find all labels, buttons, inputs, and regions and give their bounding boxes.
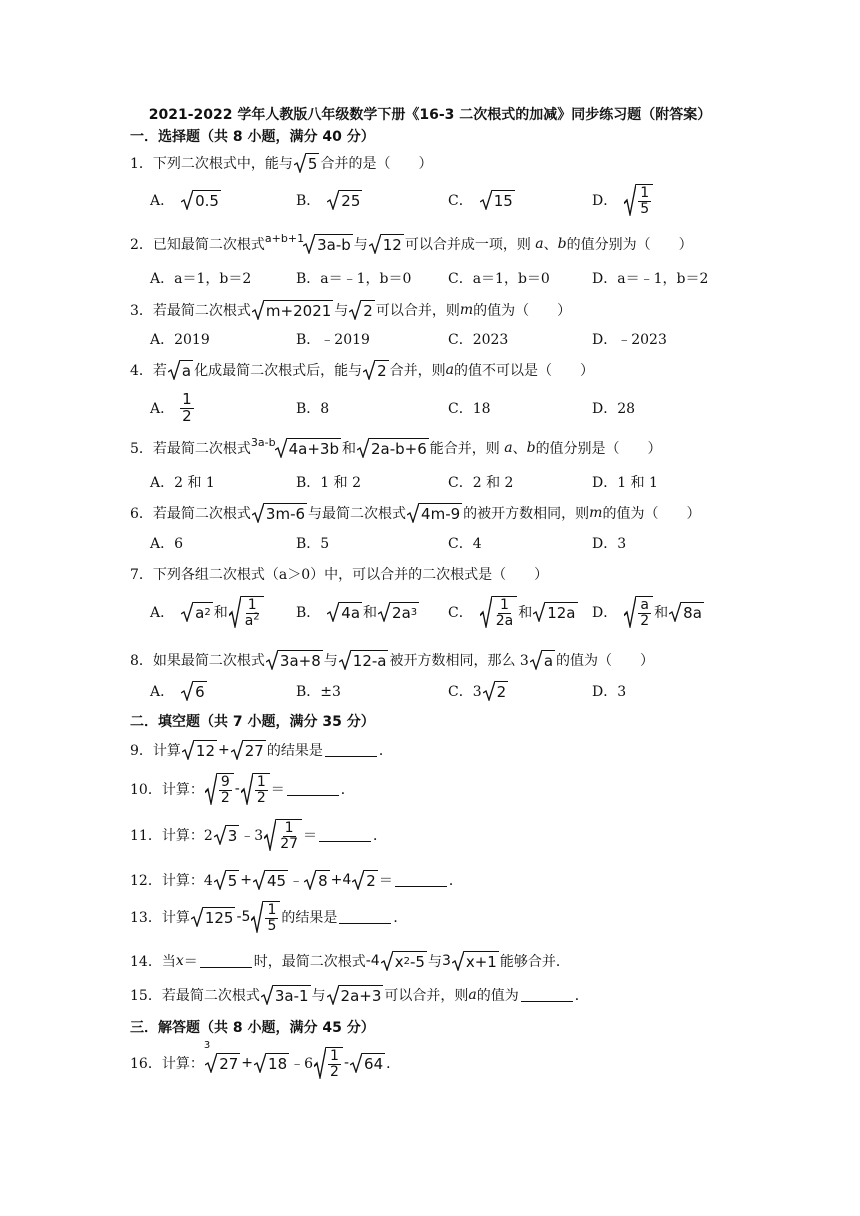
option-d: D． $\frac{1}{5}$ <box>592 178 654 222</box>
radical: 5 <box>294 153 320 173</box>
option-a: A． $\frac{1}{2}$ <box>150 389 192 425</box>
option-b: B．8 <box>296 401 330 417</box>
question-6: 6．若最简二次根式 3m-6 与最简二次根式 4m-9 的被开方数相同，则 m 的值为（ ） <box>130 505 701 523</box>
option-c: C．2 和 2 <box>448 475 514 491</box>
option-b: B．a＝﹣1，b＝0 <box>296 271 412 287</box>
option-b: B．﹣2019 <box>296 332 370 348</box>
question-12: 12．计算：4 5 + 45 ﹣ 8 +4 2 ＝ ． <box>130 872 463 890</box>
option-d: D． $\frac{a}{2}$ 和 8a <box>592 596 702 629</box>
answer-blank[interactable] <box>287 783 339 796</box>
option-b: B．5 <box>296 536 330 552</box>
options-3 <box>150 322 720 356</box>
option-d: D．28 <box>592 401 636 417</box>
answer-blank[interactable] <box>325 744 377 757</box>
option-c: C．4 <box>448 536 482 552</box>
question-8: 8．如果最简二次根式 3a+8 与 12-a 被开方数相同，那么 3 a 的值为（ ） <box>130 652 655 670</box>
question-10: 10．计算： $\frac{9}{2}$ - $\frac{1}{2}$ ＝ ． <box>130 773 355 806</box>
options-6 <box>150 526 720 560</box>
options-8 <box>150 676 720 706</box>
option-b: B． 4a 和 2a 3 <box>296 604 418 622</box>
question-3: 3．若最简二次根式 m+2021 与 2 可以合并，则 m 的值为（ ） <box>130 302 572 320</box>
option-c: C． 15 <box>448 192 513 210</box>
option-d: D．a＝﹣1，b＝2 <box>592 271 709 287</box>
question-7: 7．下列各组二次根式（a＞0）中，可以合并的二次根式是（ ） <box>130 567 549 583</box>
question-4: 4．若 a 化成最简二次根式后，能与 2 合并，则 a 的值不可以是（ ） <box>130 362 595 380</box>
question-text: 1．下列二次根式中，能与 <box>130 156 293 172</box>
answer-blank[interactable] <box>339 911 391 924</box>
option-a: A． a 2 和 $\frac{1}{a^2}$ <box>150 588 265 636</box>
option-c: C． $\frac{1}{2a}$ 和 12a <box>448 596 576 629</box>
option-a: A． 0.5 <box>150 192 219 210</box>
answer-blank[interactable] <box>319 829 371 842</box>
options-5 <box>150 464 720 500</box>
option-b: B．1 和 2 <box>296 475 362 491</box>
option-d: D．1 和 1 <box>592 475 658 491</box>
question-11: 11．计算：2 3 ﹣3 $\frac{1}{27}$ ＝ ． <box>130 819 388 852</box>
question-1 <box>130 152 432 174</box>
document-title: 2021-2022 学年人教版八年级数学下册《16-3 二次根式的加减》同步练习题（附答案） <box>148 107 712 123</box>
option-c: C．a＝1，b＝0 <box>448 271 550 287</box>
question-14: 14．当 x ＝ 时，最简二次根式 -4 x 2 -5 与 3 x+1 能够合并． <box>130 953 570 971</box>
option-c: C．3 2 <box>448 683 507 701</box>
question-16: 16．计算： 3 27 + 18 ﹣6 $\frac{1}{2}$ - 64 ． <box>130 1040 401 1080</box>
question-9: 9．计算 12 + 27 的结果是 ． <box>130 742 393 760</box>
question-15: 15．若最简二次根式 3a-1 与 2a+3 可以合并，则 a 的值为 ． <box>130 987 589 1005</box>
option-c: C．18 <box>448 401 491 417</box>
option-a: A．a＝1，b＝2 <box>150 271 252 287</box>
options-1 <box>150 178 720 222</box>
answer-blank[interactable] <box>395 874 447 887</box>
section-heading-fill: 二．填空题（共 7 小题，满分 35 分） <box>130 714 375 730</box>
question-text: 合并的是（ ） <box>320 156 433 172</box>
option-d: D．3 <box>592 536 627 552</box>
section-heading-choice: 一．选择题（共 8 小题，满分 40 分） <box>130 129 375 145</box>
option-a: A． 6 <box>150 683 205 701</box>
answer-blank[interactable] <box>200 955 252 968</box>
question-5: 5．若最简二次根式 3a-b 4a+3b 和 2a-b+6 能合并，则 a 、 b 的值分别是（ ） <box>130 436 662 458</box>
option-b: B．±3 <box>296 684 341 700</box>
option-a: A．6 <box>150 536 184 552</box>
options-4 <box>150 386 720 430</box>
options-2 <box>150 258 720 298</box>
option-a: A．2019 <box>150 332 210 348</box>
question-13: 13．计算 125 -5 $\frac{1}{5}$ 的结果是 ． <box>130 901 408 934</box>
option-d: D．3 <box>592 684 627 700</box>
option-d: D．﹣2023 <box>592 332 667 348</box>
answer-blank[interactable] <box>521 989 573 1002</box>
option-b: B． 25 <box>296 192 361 210</box>
question-2: 2．已知最简二次根式 a+b+1 3a-b 与 12 可以合并成一项，则 a 、 b 的值分别为（ ） <box>130 232 693 254</box>
option-a: A．2 和 1 <box>150 475 215 491</box>
section-heading-solve: 三．解答题（共 8 小题，满分 45 分） <box>130 1020 375 1036</box>
options-7 <box>150 588 720 636</box>
option-c: C．2023 <box>448 332 509 348</box>
